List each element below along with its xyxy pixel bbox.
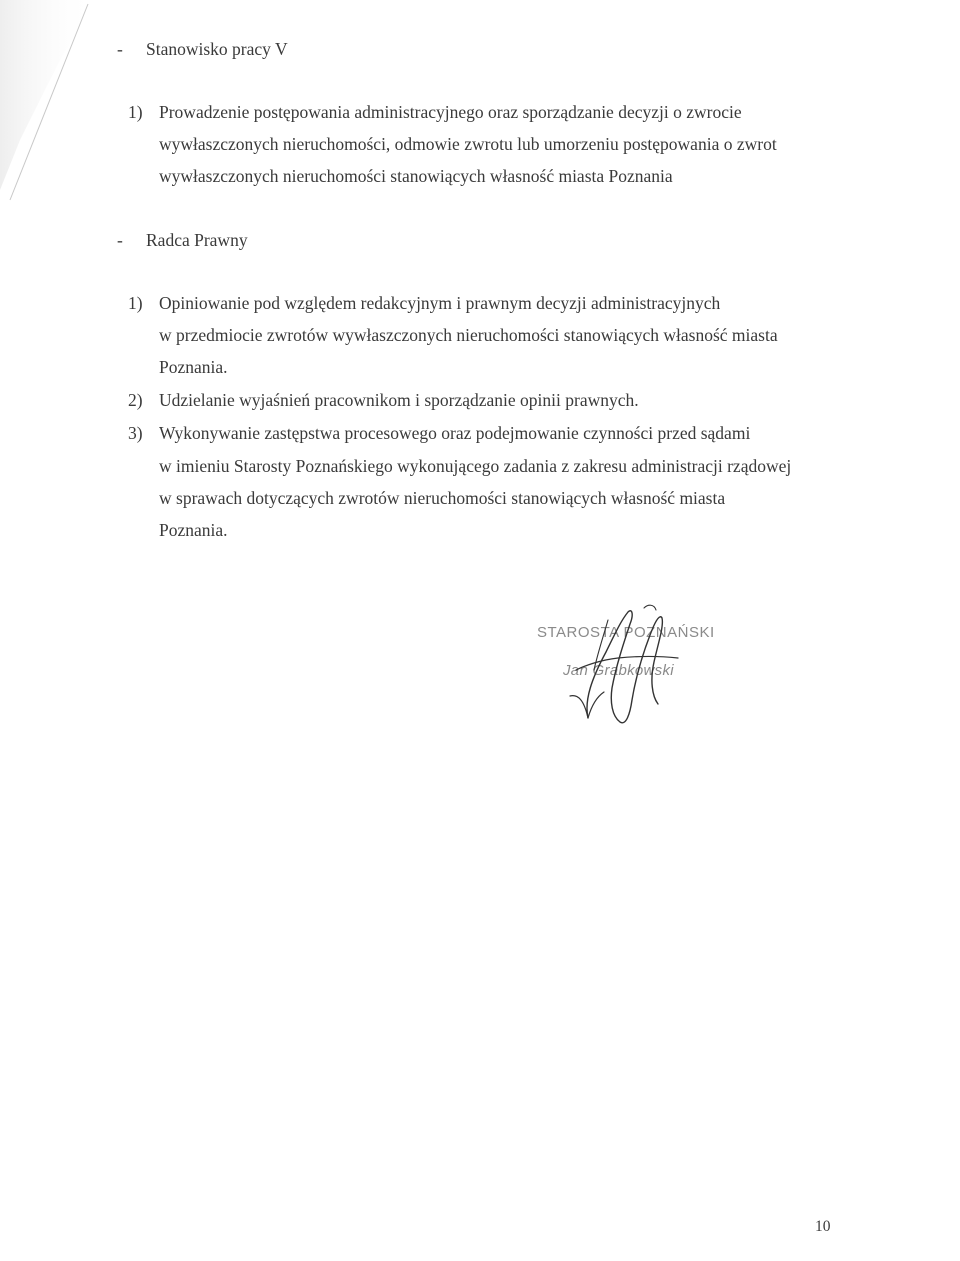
stamp-name: Jan Grabkowski [563, 662, 674, 679]
section-2-item-3-line-4: Poznania. [159, 520, 228, 540]
section-2-item-3-line-2: w imieniu Starosty Poznańskiego wykonującego zadania z zakresu administracji rządowej [159, 456, 792, 476]
section-2-item-1-number: 1) [128, 293, 143, 313]
stamp-title: STAROSTA POZNAŃSKI [537, 624, 715, 641]
page-number: 10 [815, 1218, 831, 1235]
section-2-item-3-number: 3) [128, 423, 143, 443]
section-2-item-1-line-2: w przedmiocie zwrotów wywłaszczonych nieruchomości stanowiących własność miasta [159, 325, 778, 345]
section-2-item-1-line-1: Opiniowanie pod względem redakcyjnym i prawnym decyzji administracyjnych [159, 293, 721, 313]
section-2-item-2-number: 2) [128, 390, 143, 410]
section-1-marker: - [117, 39, 123, 59]
section-2-item-3-line-3: w sprawach dotyczących zwrotów nieruchomości stanowiących własność miasta [159, 488, 726, 508]
section-1-item-1-line-1: Prowadzenie postępowania administracyjnego oraz sporządzanie decyzji o zwrocie [159, 102, 742, 122]
section-2-title: Radca Prawny [146, 230, 248, 250]
section-2-item-3-line-1: Wykonywanie zastępstwa procesowego oraz podejmowanie czynności przed sądami [159, 423, 751, 443]
section-1-item-1-line-2: wywłaszczonych nieruchomości, odmowie zwrotu lub umorzeniu postępowania o zwrot [159, 134, 777, 154]
section-2-marker: - [117, 230, 123, 250]
section-2-item-2-line-1: Udzielanie wyjaśnień pracownikom i sporządzanie opinii prawnych. [159, 390, 639, 410]
handwritten-signature [548, 600, 698, 740]
section-1-item-1-number: 1) [128, 102, 143, 122]
section-1-item-1-line-3: wywłaszczonych nieruchomości stanowiących własność miasta Poznania [159, 166, 673, 186]
section-1-title: Stanowisko pracy V [146, 39, 288, 59]
section-2-item-1-line-3: Poznania. [159, 357, 228, 377]
